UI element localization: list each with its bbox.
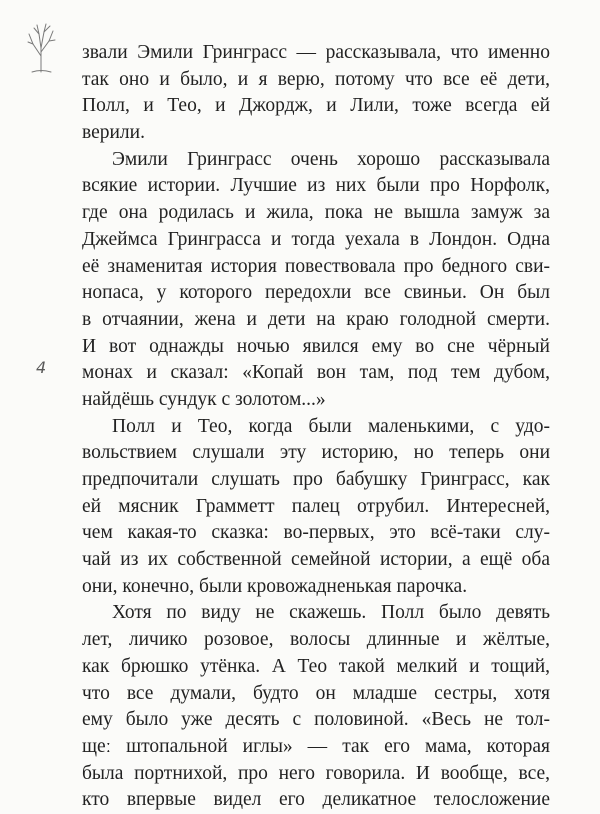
text-line: вольствием слушали эту историю, но теперь они <box>82 442 550 464</box>
text-line: верили. <box>82 122 145 144</box>
text-line: кто впервые видел его деликатное телосложение <box>82 789 550 811</box>
text-line: монах и сказал: «Копай вон там, под тем дубом, <box>82 362 550 384</box>
text-line: всякие истории. Лучшие из них были про Норфолк, <box>82 175 550 197</box>
body-text <box>82 40 550 814</box>
text-line: И вот однажды ночью явился ему во сне чёрный <box>82 335 550 357</box>
text-line: где она родилась и жила, пока не вышла замуж за <box>82 202 550 224</box>
text-line: в отчаянии, жена и дети на краю голодной смерти. <box>82 308 550 330</box>
text-line: они, конечно, были кровожадненькая парочка. <box>82 575 468 597</box>
text-line: Джеймса Гринграсса и тогда уехала в Лондон. Одна <box>82 228 550 250</box>
text-line: Хотя по виду не скажешь. Полл было девять <box>112 602 550 624</box>
text-line: чай из их собственной семейной истории, а ещё оба <box>82 549 550 571</box>
text-line: что все думали, будто он младше сестры, хотя <box>82 682 550 704</box>
text-line: лет, личико розовое, волосы длинные и жёлтые, <box>82 629 550 651</box>
text-line: как брюшко утёнка. А Тео такой мелкий и тощий, <box>82 655 550 677</box>
text-line: так оно и было, и я верю, потому что все её дети, <box>82 68 550 90</box>
text-line: предпочитали слушать про бабушку Гринграсс, как <box>82 469 550 490</box>
text-line: нопаса, у которого передохли все свиньи. Он был <box>82 282 550 304</box>
text-line: ей мясник Грамметт палец отрубил. Интересней, <box>82 495 550 517</box>
text-line: найдёшь сундук с золотом...» <box>82 388 326 410</box>
margin-page-number: 4 <box>36 358 47 377</box>
text-line: щеː штопальной иглы» — так его мама, которая <box>82 735 550 757</box>
tree-doodle-icon <box>24 22 58 74</box>
text-line: её знаменитая история повествовала про бедного сви- <box>82 255 550 277</box>
text-line: звали Эмили Гринграсс — рассказывала, что именно <box>82 42 550 63</box>
text-line: Эмили Гринграсс очень хорошо рассказывала <box>112 148 550 170</box>
text-line: чем какая-то сказка: во-первых, это всё-таки слу- <box>82 522 550 544</box>
text-line: Полл, и Тео, и Джордж, и Лили, тоже всегда ей <box>82 95 550 117</box>
text-line: была портнихой, про него говорила. И вообще, все, <box>82 762 550 784</box>
text-line: ему было уже десять с половиной. «Весь не тол- <box>82 709 550 731</box>
text-line: Полл и Тео, когда были маленькими, с удо- <box>112 415 550 437</box>
